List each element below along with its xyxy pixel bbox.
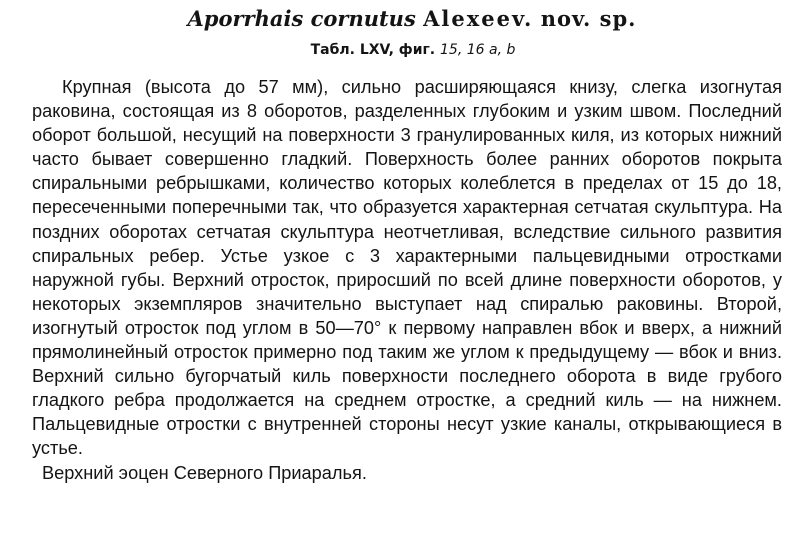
species-name: Aporrhais cornutus	[187, 6, 416, 31]
species-author: Alexeev.	[423, 6, 534, 31]
description-paragraph: Крупная (высота до 57 мм), сильно расширяющаяся книзу, слегка изогнутая раковина, состоящая из 8 оборотов, разделенных глубоким и узким швом. Последний оборот большой, несущий на поверхности 3 гранулированных киля, из которых нижний часто бывает совершенно гладкий. Поверхность более ранних оборотов покрыта спиральными ребрышками, количество которых колеблется в пределах от 15 до 18, пересеченными поперечными так, что образуется характерная сетчатая скульптура. На поздних оборотах сетчатая скульптура неотчетливая, вследствие сильного развития спиральных ребер. Устье узкое с 3 характерными пальцевидными отростками наружной губы. Верхний отросток, приросший по всей длине поверхности оборотов, у некоторых экземпляров значительно выступает над спиралью раковины. Второй, изогнутый отросток под углом в 50—70° к первому направлен вбок и вверх, а нижний прямолинейный отросток примерно под таким же углом к предыдущему — вбок и вниз. Верхний сильно бугорчатый киль поверхности последнего оборота в виде грубого гладкого ребра продолжается на среднем отростке, а средний киль — на нижнем. Пальцевидные отростки с внутренней стороны несут узкие каналы, открывающиеся в устье.	[32, 77, 782, 459]
plate-figure-numbers: 15, 16 a, b	[440, 42, 516, 58]
species-status: nov. sp.	[540, 6, 637, 31]
species-heading	[32, 5, 782, 33]
plate-reference	[32, 40, 782, 60]
plate-table-label: Табл. LXV,	[310, 42, 394, 58]
plate-figure-label: фиг.	[398, 42, 436, 58]
stratigraphy-paragraph: Верхний эоцен Северного Приаралья.	[42, 462, 367, 483]
